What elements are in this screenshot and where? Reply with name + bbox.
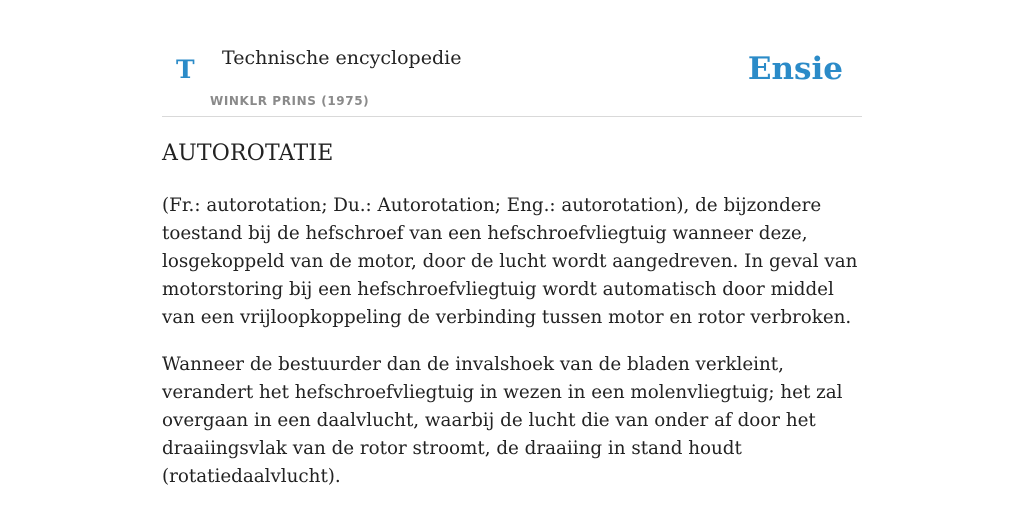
brand-logo-link[interactable]: Ensie: [747, 51, 843, 87]
book-title-link[interactable]: Technische encyclopedie: [222, 47, 462, 69]
article-body: [162, 138, 862, 491]
page-header: [162, 0, 862, 117]
article-paragraph-1: (Fr.: autorotation; Du.: Autorotation; Eng.: autorotation), de bijzondere toestand bij de hefschroef van een hefschroefvliegtuig wanneer deze, losgekoppeld van de motor, door de lucht wordt aangedreven. In geval van motorstoring bij een hefschroefvliegtuig wordt automatisch door middel van een vrijloopkoppeling de verbinding tussen motor en rotor verbroken.: [162, 195, 858, 328]
book-source: WINKLR PRINS (1975): [210, 94, 370, 108]
encyclopedia-logo-icon[interactable]: T: [176, 55, 195, 84]
article-title: AUTOROTATIE: [162, 141, 334, 166]
article-paragraph-2: Wanneer de bestuurder dan de invalshoek van de bladen verkleint, verandert het hefschroefvliegtuig in wezen in een molenvliegtuig; het zal overgaan in een daalvlucht, waarbij de lucht die van onder af door het draaiingsvlak van de rotor stroomt, de draaiing in stand houdt (rotatiedaalvlucht).: [162, 354, 843, 487]
